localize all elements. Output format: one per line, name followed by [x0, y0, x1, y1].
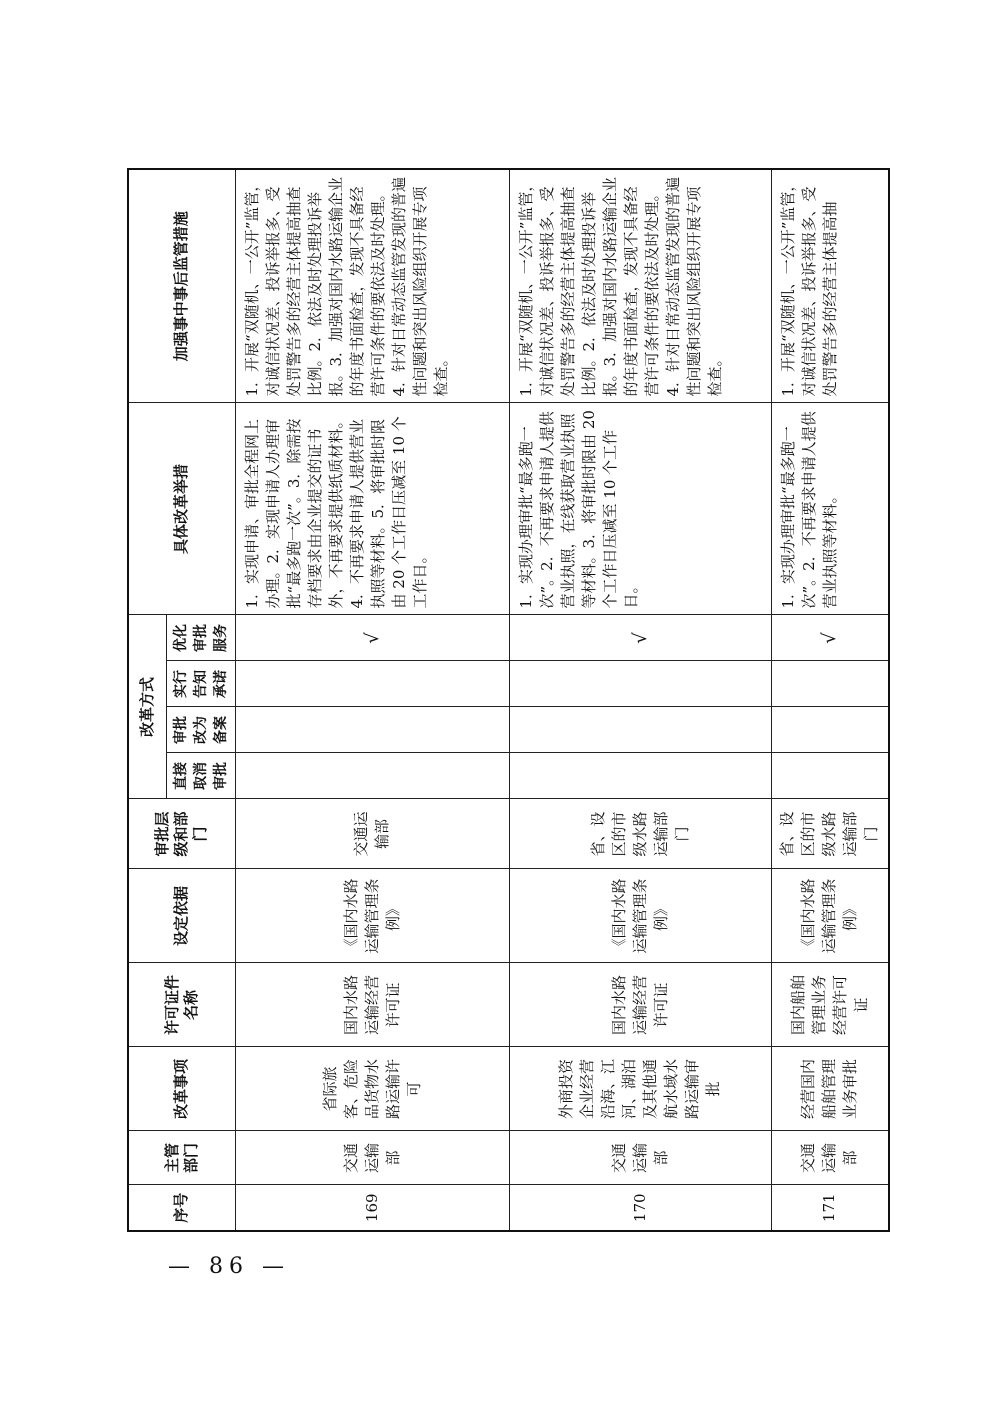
cell-mode-record: [509, 707, 771, 753]
cell-basis: 《国内水路运输管理条例》: [235, 869, 509, 963]
header-seq: 序号: [128, 1185, 235, 1231]
table-row: [771, 169, 889, 1231]
cell-dept: 交通运输部: [235, 1131, 509, 1185]
cell-mode-cancel: [771, 753, 889, 799]
cell-supervision: 1．开展“双随机、一公开”监管，对诚信状况差、投诉举报多、受处罚警告多的经营主体提高抽查比例。2．依法及时处理投诉举报。3．加强对国内水路运输企业的年度书面检查，发现不具备经营许可条件的要依法及时处理。4．针对日常动态监管发现的普遍性问题和突出风险组织开展专项检查。: [235, 169, 509, 403]
header-supervision: 加强事中事后监管措施: [128, 169, 235, 403]
cell-item: 经营国内船舶管理业务审批: [771, 1047, 889, 1131]
cell-seq: 171: [771, 1185, 889, 1231]
cell-license: 国内水路运输经营许可证: [235, 963, 509, 1047]
header-item: 改革事项: [128, 1047, 235, 1131]
cell-item: 省际旅客、危险品货物水路运输许可: [235, 1047, 509, 1131]
cell-seq: 170: [509, 1185, 771, 1231]
cell-measures: 1．实现办理审批“最多跑一次”。2．不再要求申请人提供营业执照等材料。: [771, 403, 889, 615]
table-row: [509, 169, 771, 1231]
header-license: 许可证件名称: [128, 963, 235, 1047]
cell-mode-cancel: [509, 753, 771, 799]
cell-measures: 1．实现办理审批“最多跑一次”。2．不再要求申请人提供营业执照，在线获取营业执照等材料。3．将审批时限由 20 个工作日压减至 10 个工作日。: [509, 403, 771, 615]
header-mode-group: 改革方式: [128, 615, 166, 799]
reform-table: [127, 168, 890, 1232]
header-basis: 设定依据: [128, 869, 235, 963]
cell-dept: 交通运输部: [771, 1131, 889, 1185]
cell-supervision: 1．开展“双随机、一公开”监管，对诚信状况差、投诉举报多、受处罚警告多的经营主体提高抽: [771, 169, 889, 403]
header-mode-record: 审批改为备案: [166, 707, 235, 753]
cell-mode-notify: [235, 661, 509, 707]
cell-mode-record: [235, 707, 509, 753]
header-mode-cancel: 直接取消审批: [166, 753, 235, 799]
cell-license: 国内水路运输经营许可证: [509, 963, 771, 1047]
header-dept: 主管部门: [128, 1131, 235, 1185]
header-mode-optimize: 优化审批服务: [166, 615, 235, 661]
cell-seq: 169: [235, 1185, 509, 1231]
cell-level: 交通运输部: [235, 799, 509, 869]
page-number: 86: [209, 1254, 249, 1279]
rotated-table-frame: [127, 170, 881, 1232]
page-footer: [168, 1254, 290, 1279]
cell-mode-optimize: √: [509, 615, 771, 661]
header-level: 审批层级和部门: [128, 799, 235, 869]
cell-measures: 1．实现申请、审批全程网上办理。2．实现申请人办理审批“最多跑一次”。3．除需按存档要求由企业提交的证书外，不再要求提供纸质材料。4．不再要求申请人提供营业执照等材料。5．将审批时限由 20 个工作日压减至 10 个工作日。: [235, 403, 509, 615]
cell-level: 省、设区的市级水路运输部门: [509, 799, 771, 869]
rotated-table-container: [127, 170, 881, 1232]
cell-mode-optimize: √: [235, 615, 509, 661]
cell-basis: 《国内水路运输管理条例》: [509, 869, 771, 963]
footer-dash-left: —: [168, 1254, 196, 1279]
cell-mode-cancel: [235, 753, 509, 799]
cell-basis: 《国内水路运输管理条例》: [771, 869, 889, 963]
cell-supervision: 1．开展“双随机、一公开”监管，对诚信状况差、投诉举报多、受处罚警告多的经营主体提高抽查比例。2．依法及时处理投诉举报。3．加强对国内水路运输企业的年度书面检查，发现不具备经营许可条件的要依法及时处理。4．针对日常动态监管发现的普遍性问题和突出风险组织开展专项检查。: [509, 169, 771, 403]
cell-mode-notify: [771, 661, 889, 707]
footer-dash-right: —: [262, 1254, 290, 1279]
cell-mode-notify: [509, 661, 771, 707]
table-row: [235, 169, 509, 1231]
cell-level: 省、设区的市级水路运输部门: [771, 799, 889, 869]
cell-mode-record: [771, 707, 889, 753]
cell-mode-optimize: √: [771, 615, 889, 661]
header-measures: 具体改革举措: [128, 403, 235, 615]
cell-dept: 交通运输部: [509, 1131, 771, 1185]
cell-item: 外商投资企业经营沿海、江河、湖泊及其他通航水域水路运输审批: [509, 1047, 771, 1131]
cell-license: 国内船舶管理业务经营许可证: [771, 963, 889, 1047]
header-mode-notify: 实行告知承诺: [166, 661, 235, 707]
